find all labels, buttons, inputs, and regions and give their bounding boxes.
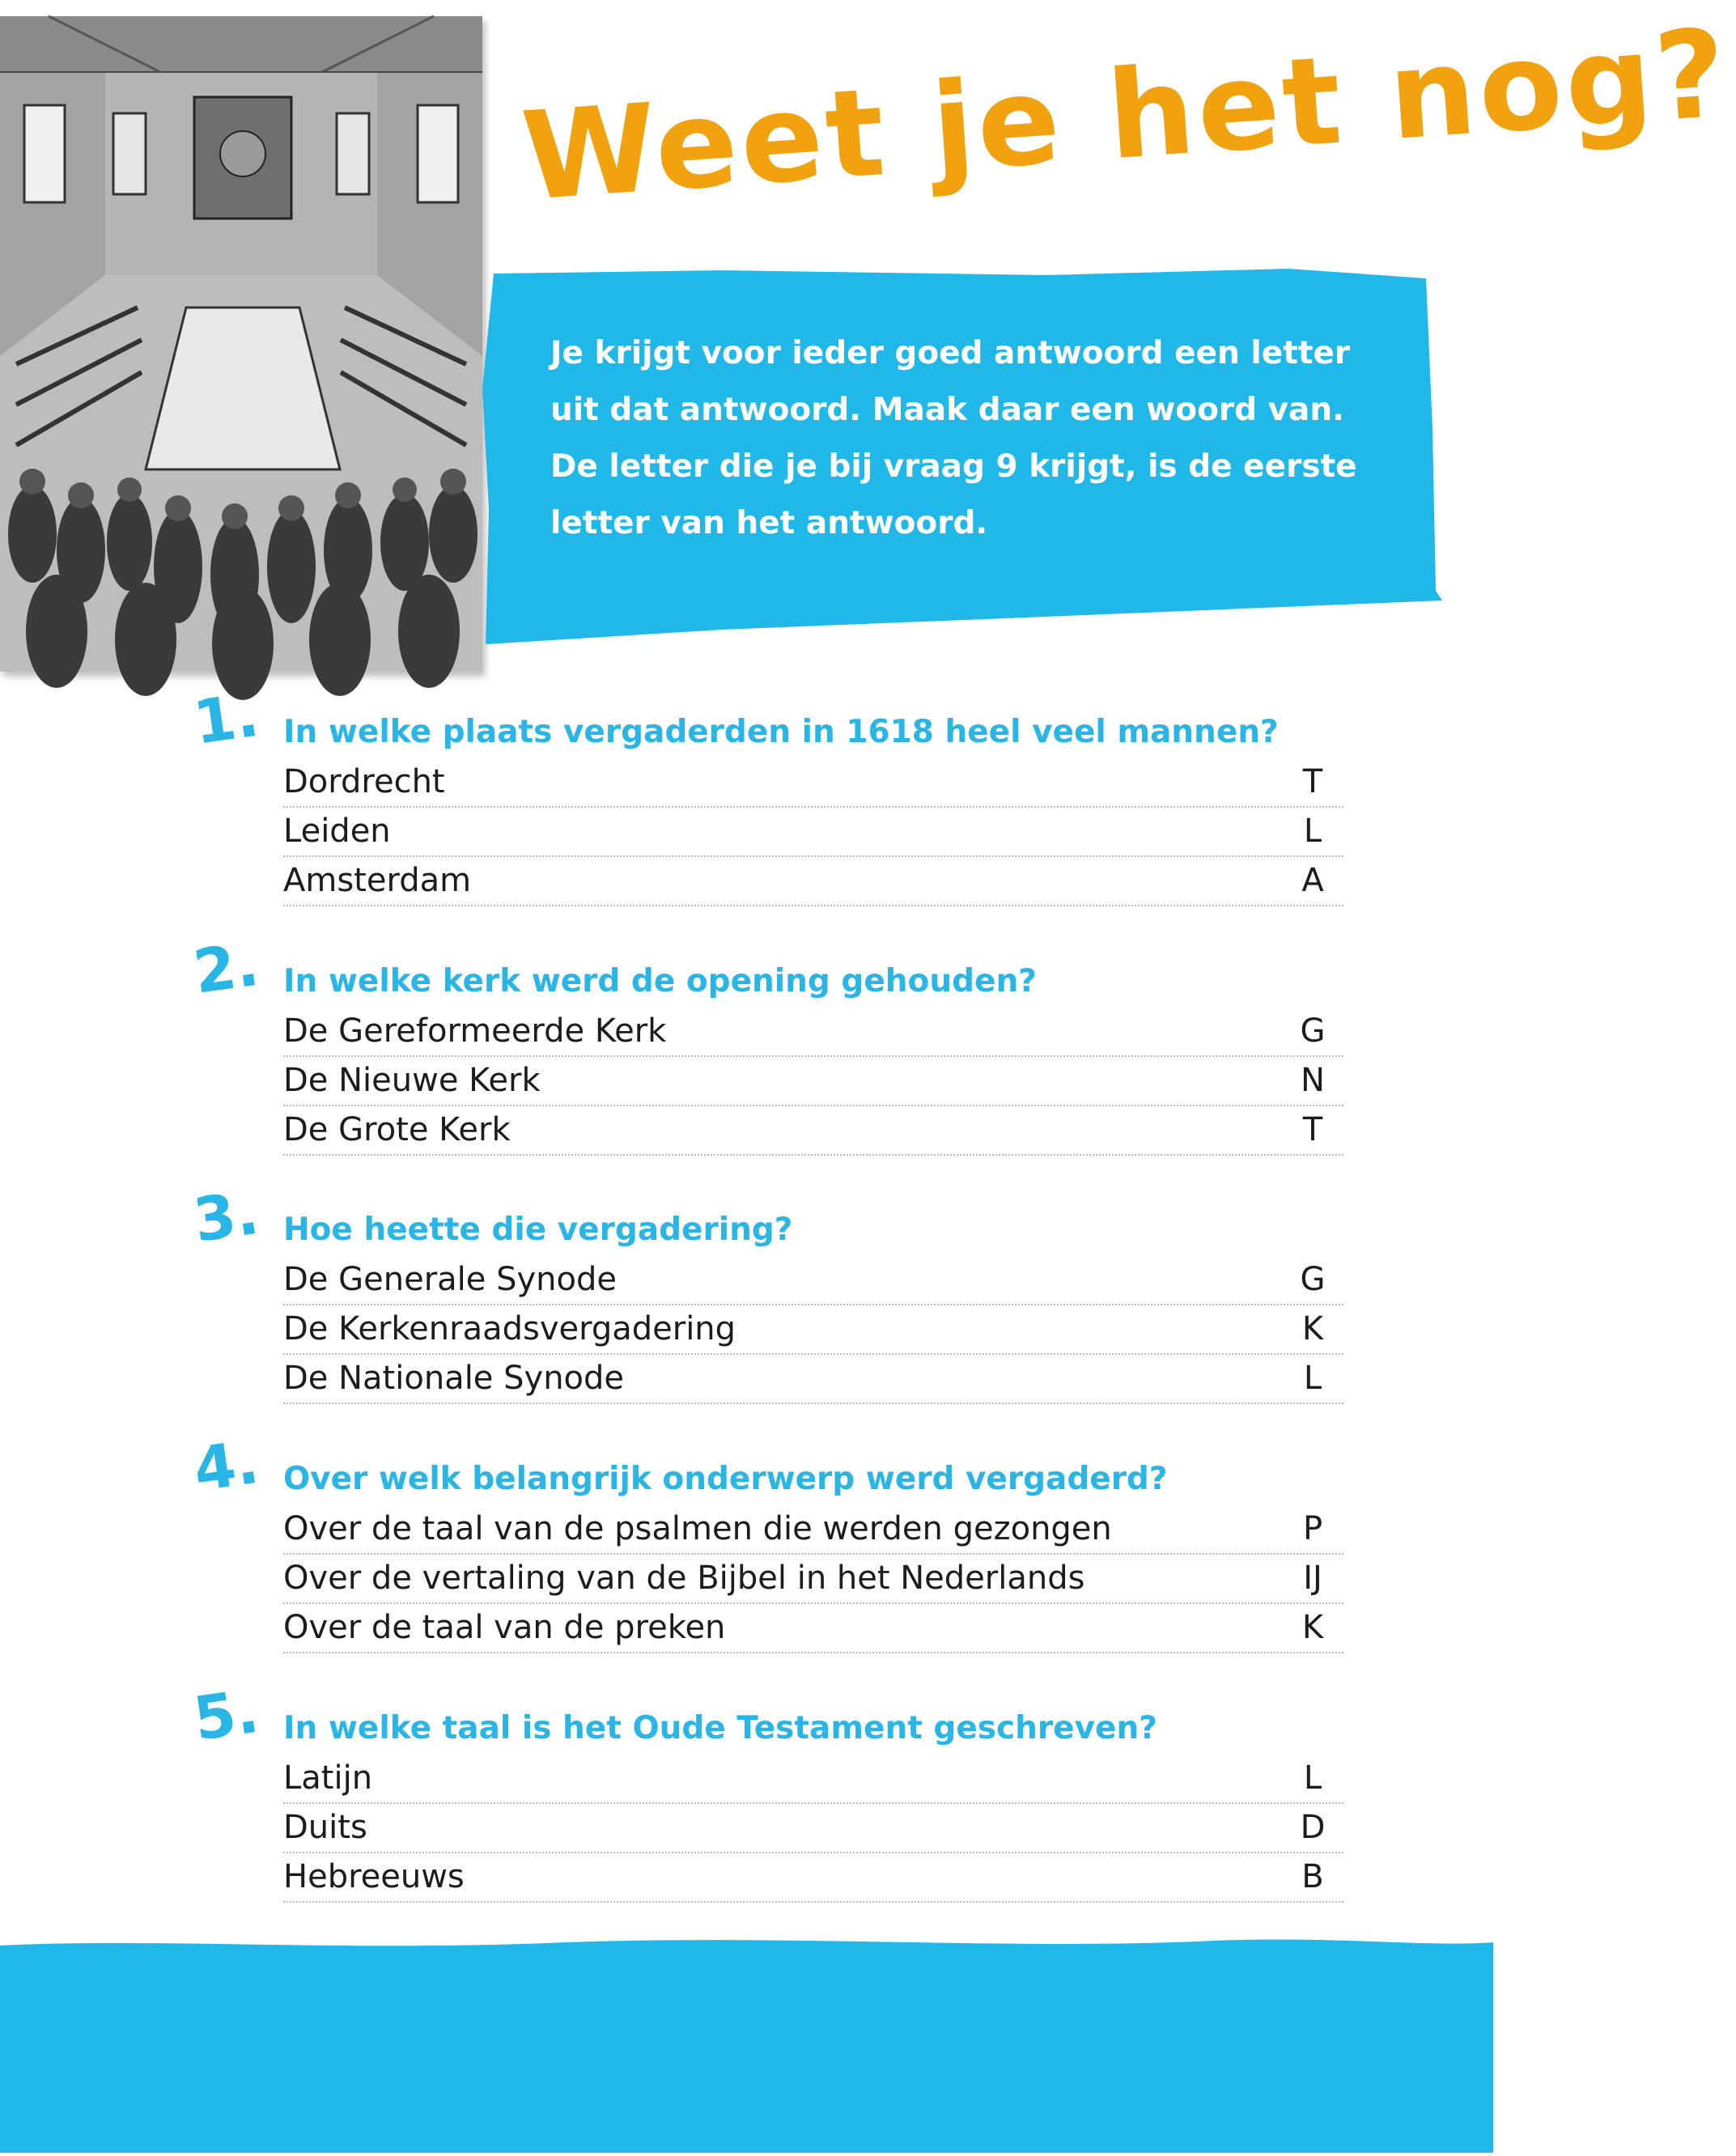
answer-letter: A bbox=[1301, 862, 1324, 899]
answer-label: De Gereformeerde Kerk bbox=[283, 1012, 667, 1050]
answer-letter: D bbox=[1300, 1809, 1326, 1846]
answer-letter: N bbox=[1301, 1062, 1325, 1099]
answer-label: De Nieuwe Kerk bbox=[283, 1062, 541, 1099]
question-number: 1. bbox=[189, 680, 263, 758]
answer-option[interactable] bbox=[283, 1505, 1343, 1555]
answer-letter: IJ bbox=[1303, 1560, 1322, 1597]
question-text: In welke kerk werd de opening gehouden? bbox=[283, 963, 1037, 999]
answer-letter: K bbox=[1301, 1310, 1324, 1348]
answer-option[interactable] bbox=[283, 1803, 1343, 1853]
answer-label: De Grote Kerk bbox=[283, 1111, 511, 1148]
question-text: In welke plaats vergaderden in 1618 heel veel mannen? bbox=[283, 714, 1279, 750]
answer-option[interactable] bbox=[283, 1554, 1343, 1604]
page-title: Weet je het nog? bbox=[517, 3, 1734, 228]
answer-label: Hebreeuws bbox=[283, 1858, 465, 1895]
intro-banner bbox=[479, 267, 1442, 647]
footer-band bbox=[0, 1934, 1493, 2153]
answer-label: Duits bbox=[283, 1809, 367, 1846]
question-number: 4. bbox=[189, 1427, 263, 1505]
question-text: Over welk belangrijk onderwerp werd vergaderd? bbox=[283, 1461, 1168, 1497]
question-text: In welke taal is het Oude Testament geschreven? bbox=[283, 1710, 1157, 1746]
answer-label: Latijn bbox=[283, 1759, 373, 1797]
intro-text bbox=[550, 325, 1360, 552]
answer-option[interactable] bbox=[283, 1354, 1343, 1404]
answer-option[interactable] bbox=[283, 856, 1343, 906]
intro-line: Je krijgt voor ieder goed antwoord een letter bbox=[550, 335, 1351, 371]
answer-label: Dordrecht bbox=[283, 763, 445, 800]
answer-option[interactable] bbox=[283, 1106, 1343, 1156]
answer-letter: P bbox=[1302, 1510, 1323, 1547]
answer-label: De Nationale Synode bbox=[283, 1360, 625, 1397]
answer-label: De Kerkenraadsvergadering bbox=[283, 1310, 736, 1348]
answer-option[interactable] bbox=[283, 1853, 1343, 1903]
answer-letter: L bbox=[1303, 813, 1322, 850]
answer-label: Leiden bbox=[283, 813, 391, 850]
answer-option[interactable] bbox=[283, 807, 1343, 857]
answer-label: Over de taal van de preken bbox=[283, 1609, 726, 1646]
answer-label: Over de vertaling van de Bijbel in het Nederlands bbox=[283, 1560, 1085, 1597]
answer-label: Amsterdam bbox=[283, 862, 472, 899]
answer-letter: T bbox=[1302, 1111, 1323, 1148]
answer-letter: T bbox=[1302, 763, 1323, 800]
answer-option[interactable] bbox=[283, 1255, 1343, 1305]
question-number: 5. bbox=[189, 1676, 263, 1755]
answer-label: Over de taal van de psalmen die werden gezongen bbox=[283, 1510, 1112, 1547]
synod-engraving-image bbox=[0, 16, 482, 672]
intro-line: De letter die je bij vraag 9 krijgt, is de eerste bbox=[550, 448, 1357, 485]
answer-option[interactable] bbox=[283, 1056, 1343, 1106]
answer-letter: L bbox=[1303, 1759, 1322, 1797]
answer-letter: G bbox=[1300, 1261, 1326, 1298]
answer-letter: L bbox=[1303, 1360, 1322, 1397]
question-text: Hoe heette die vergadering? bbox=[283, 1212, 793, 1248]
answer-letter: B bbox=[1301, 1858, 1324, 1895]
answer-option[interactable] bbox=[283, 1305, 1343, 1355]
answer-option[interactable] bbox=[283, 1603, 1343, 1653]
intro-line: uit dat antwoord. Maak daar een woord van. bbox=[550, 392, 1344, 428]
question-number: 2. bbox=[189, 929, 263, 1008]
answer-option[interactable] bbox=[283, 1007, 1343, 1057]
answer-option[interactable] bbox=[283, 758, 1343, 808]
answer-label: De Generale Synode bbox=[283, 1261, 617, 1298]
answer-option[interactable] bbox=[283, 1754, 1343, 1804]
question-number: 3. bbox=[189, 1178, 263, 1256]
answer-letter: K bbox=[1301, 1609, 1324, 1646]
intro-line: letter van het antwoord. bbox=[550, 505, 988, 541]
answer-letter: G bbox=[1300, 1012, 1326, 1050]
